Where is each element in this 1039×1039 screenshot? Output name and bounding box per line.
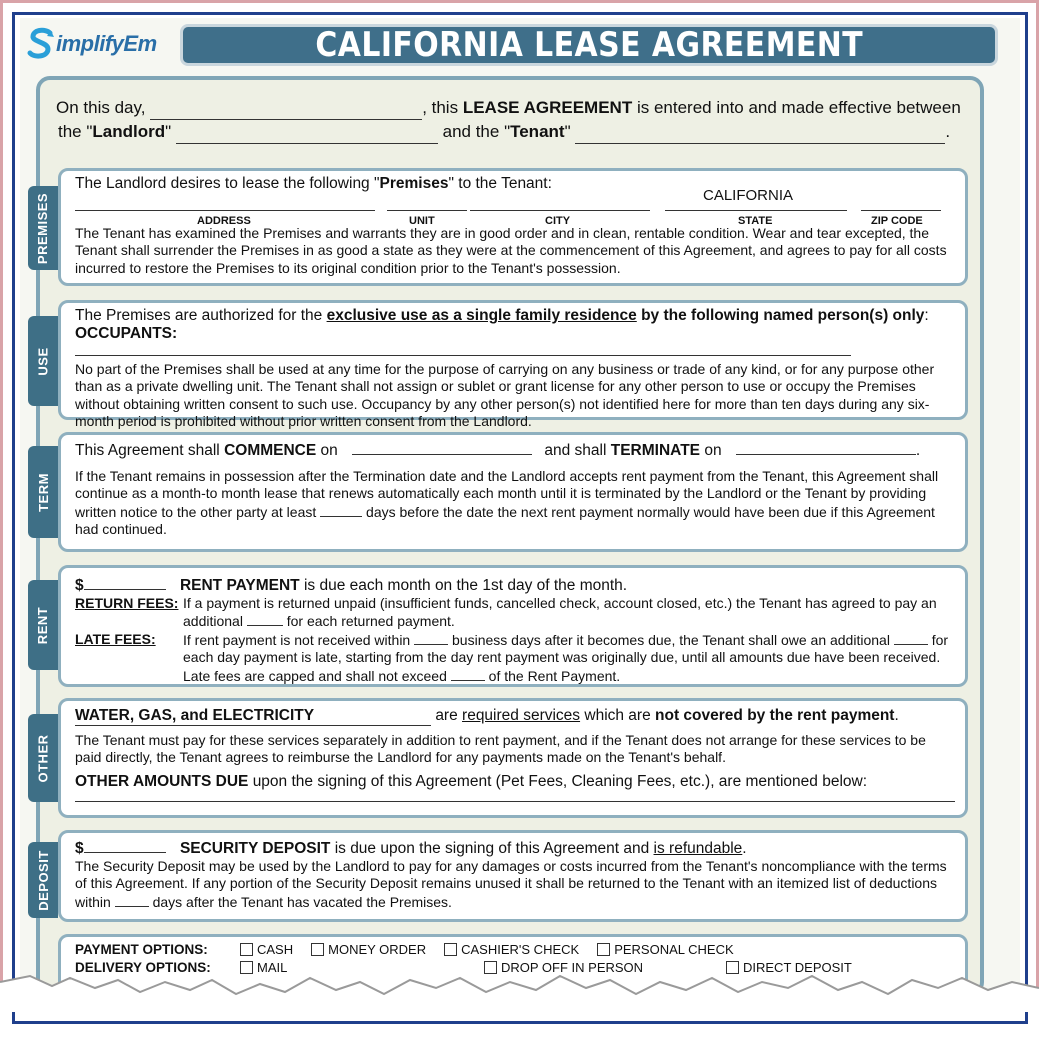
logo-s-icon [26, 26, 56, 62]
checkbox[interactable] [240, 943, 253, 956]
text: If the Tenant remains in possession after the Termination date and the Landlord accepts rent payment from the Tenant, this Agreement shall continue as a month-to month lease that renews automatically each month until it is terminated by the Landlord or the Tenant by providing written notice to the other party at least [75, 467, 939, 520]
tab-label: DEPOSIT [35, 849, 51, 911]
option-label: PERSONAL CHECK [614, 942, 734, 958]
delivery-options-label: DELIVERY OPTIONS: [75, 960, 211, 976]
security-deposit-label: SECURITY DEPOSIT [179, 840, 331, 857]
text: The Premises are authorized for the [75, 307, 323, 324]
intro-text: the " [58, 122, 93, 141]
text: is due upon the signing of this Agreement and [334, 840, 650, 857]
tab-label: RENT [35, 606, 51, 644]
text: is due each month on the 1st day of the month. [303, 577, 628, 594]
option-personal-check[interactable] [597, 941, 733, 959]
intro-line-1 [56, 96, 976, 120]
text: The Landlord desires to lease the following " [75, 175, 380, 192]
intro-text: " [165, 122, 172, 141]
checkbox[interactable] [311, 943, 324, 956]
text: This Agreement shall [75, 442, 220, 459]
commence-label: COMMENCE [224, 442, 317, 459]
zip-label: ZIP CODE [871, 214, 923, 227]
unit-label: UNIT [409, 214, 435, 227]
utilities-label: WATER, GAS, and ELECTRICITY [75, 707, 431, 726]
unit-field[interactable] [387, 195, 467, 211]
city-field[interactable] [470, 195, 650, 211]
tenant-label: Tenant [510, 122, 565, 141]
text: and shall [544, 442, 607, 459]
occupants-label: OCCUPANTS: [75, 324, 178, 342]
address-field[interactable] [75, 195, 375, 211]
dollar-sign: $ [75, 577, 84, 594]
commence-date-field[interactable] [352, 441, 532, 455]
tab-label: USE [35, 346, 51, 376]
utilities-row [75, 707, 951, 726]
text: If rent payment is not received within [183, 631, 411, 648]
late-cap-field[interactable] [451, 667, 485, 681]
page-title: CALIFORNIA LEASE AGREEMENT [315, 25, 863, 65]
tab-label: OTHER [35, 734, 51, 782]
section-deposit [58, 830, 968, 922]
dollar-sign: $ [75, 840, 84, 857]
section-use [58, 300, 968, 429]
late-days-field[interactable] [414, 631, 448, 645]
text: . [915, 442, 921, 459]
terminate-date-field[interactable] [736, 441, 916, 455]
tab-other [28, 714, 58, 802]
city-label: CITY [545, 214, 571, 227]
text: on [704, 442, 722, 459]
tab-rent [28, 580, 58, 670]
deposit-amount-field[interactable] [84, 839, 166, 853]
text: . [894, 707, 899, 724]
exclusive-use-text: exclusive use as a single family residence [326, 307, 637, 324]
late-fees-label: LATE FEES: [75, 630, 156, 647]
tab-use [28, 316, 58, 406]
rent-amount-field[interactable] [84, 576, 166, 590]
use-body: No part of the Premises shall be used at any time for the purpose of carrying on any business or trade of any kind, or for any purpose other than as a private dwelling unit. The Tenant shall not assign or sublet or grant license for any other person to use or occupy the Premises without obtaining written consent to such use. Occupancy by any other person(s) not identified here for more than ten days during any six-month period is prohibited without prior written consent from the Landlord. [75, 360, 935, 429]
text: . [742, 840, 747, 857]
intro-paragraph [56, 96, 976, 144]
other-amounts-row [75, 773, 951, 791]
logo-text: implifyEm [56, 31, 157, 56]
security-deposit-row [75, 839, 951, 858]
section-rent [58, 565, 968, 687]
premises-body: The Tenant has examined the Premises and warrants they are in good order and in clean, rentable condition. Wear and tear excepted, the Tenant shall surrender the Premises in as good a state as they were at the commencement of this Agreement, and agrees to pay for all costs incurred to restore the Premises to its original condition prior to the Tenant's possession. [75, 224, 947, 276]
rent-payment-label: RENT PAYMENT [179, 577, 300, 594]
intro-text: and the " [442, 122, 511, 141]
option-cashiers-check[interactable] [444, 941, 579, 959]
text: for each day payment is late, starting from the day rent payment was originally due, until all amounts due have been received. Late fees are capped and shall not exceed [183, 631, 949, 684]
text: : [924, 307, 929, 324]
fees-grid [75, 595, 951, 686]
torn-paper-edge [0, 968, 1039, 1039]
checkbox[interactable] [597, 943, 610, 956]
intro-text: . [945, 122, 951, 141]
refundable-text: is refundable [653, 840, 743, 857]
return-fees-label: RETURN FEES: [75, 594, 179, 611]
option-label: CASH [257, 942, 294, 958]
intro-text: , this [422, 98, 459, 117]
tab-premises [28, 186, 58, 270]
text: If a payment is returned unpaid (insufficient funds, cancelled check, account closed, etc.) the Tenant has agreed to pay an additional [183, 594, 937, 629]
simplifyem-logo [26, 22, 176, 66]
date-field[interactable] [150, 102, 422, 120]
return-fees-text [183, 595, 951, 631]
occupants-field[interactable] [75, 342, 851, 356]
landlord-field[interactable] [176, 126, 438, 144]
landlord-label: Landlord [92, 122, 166, 141]
option-label: CASHIER'S CHECK [461, 942, 580, 958]
required-services-text: required services [462, 707, 581, 724]
intro-text: is entered into and made effective between [636, 98, 961, 117]
section-premises [58, 168, 968, 286]
text: days before the date the next rent payment normally would have been due if this Agreement had continued. [75, 503, 935, 537]
tab-deposit [28, 842, 58, 918]
lease-agreement-label: LEASE AGREEMENT [462, 98, 633, 117]
text: " to the Tenant: [448, 175, 552, 192]
state-label: STATE [738, 214, 773, 227]
text: which are [584, 707, 651, 724]
terminate-label: TERMINATE [610, 442, 701, 459]
option-label: DROP OFF IN PERSON [501, 960, 644, 976]
section-other [58, 698, 968, 818]
intro-line-2 [58, 120, 976, 144]
occupants-row [75, 325, 951, 361]
option-label: MONEY ORDER [328, 942, 427, 958]
term-dates [75, 441, 951, 460]
frame-bottom [12, 1012, 1028, 1024]
deposit-days-field[interactable] [115, 893, 149, 907]
address-label: ADDRESS [197, 214, 251, 227]
rent-payment-row [75, 576, 951, 595]
zip-field[interactable] [861, 195, 941, 211]
deposit-body [75, 858, 951, 912]
text: of the Rent Payment. [488, 667, 621, 684]
tab-label: PREMISES [35, 192, 51, 264]
payment-options-row [75, 941, 951, 959]
tab-term [28, 446, 58, 538]
term-body [75, 468, 951, 539]
other-amounts-label: OTHER AMOUNTS DUE [75, 772, 249, 790]
option-label: MAIL [257, 960, 288, 976]
option-cash[interactable] [240, 941, 293, 959]
text: for each returned payment. [286, 613, 455, 629]
other-amounts-field[interactable] [75, 790, 955, 802]
text: are [435, 707, 458, 724]
text: on [320, 442, 338, 459]
section-term [58, 432, 968, 552]
use-intro [75, 307, 951, 325]
state-value: CALIFORNIA [703, 186, 794, 204]
notice-days-field[interactable] [320, 503, 362, 517]
not-covered-text: not covered by the rent payment [655, 707, 895, 724]
text: days after the Tenant has vacated the Premises. [152, 893, 452, 910]
other-body: The Tenant must pay for these services separately in addition to rent payment, and if the Tenant does not arrange for these services to be paid directly, the Tenant agrees to reimburse the Landlord for any payments made on the Tenant's behalf. [75, 731, 926, 765]
tenant-field[interactable] [575, 126, 945, 144]
premises-label: Premises [379, 175, 449, 192]
return-fee-field[interactable] [247, 612, 283, 626]
text: upon the signing of this Agreement (Pet Fees, Cleaning Fees, etc.), are mentioned below: [252, 772, 868, 790]
option-money-order[interactable] [311, 941, 426, 959]
late-daily-fee-field[interactable] [894, 631, 928, 645]
text: business days after it becomes due, the Tenant shall owe an additional [452, 631, 890, 648]
tab-label: TERM [35, 472, 51, 512]
intro-text: " [564, 122, 571, 141]
address-row [75, 186, 951, 227]
text: The Security Deposit may be used by the Landlord to pay for any damages or costs incurred from the Tenant's noncompliance with the terms of this Agreement. If any portion of the Security Deposit remains unused it shall be returned to the Tenant with an itemized list of deductions within [75, 857, 947, 910]
named-persons-text: by the following named person(s) only [641, 307, 925, 324]
checkbox[interactable] [444, 943, 457, 956]
payment-options-label: PAYMENT OPTIONS: [75, 942, 208, 958]
title-bar [180, 24, 998, 66]
intro-text: On this day, [56, 98, 146, 117]
option-label: DIRECT DEPOSIT [743, 960, 852, 976]
late-fees-text [183, 631, 951, 686]
